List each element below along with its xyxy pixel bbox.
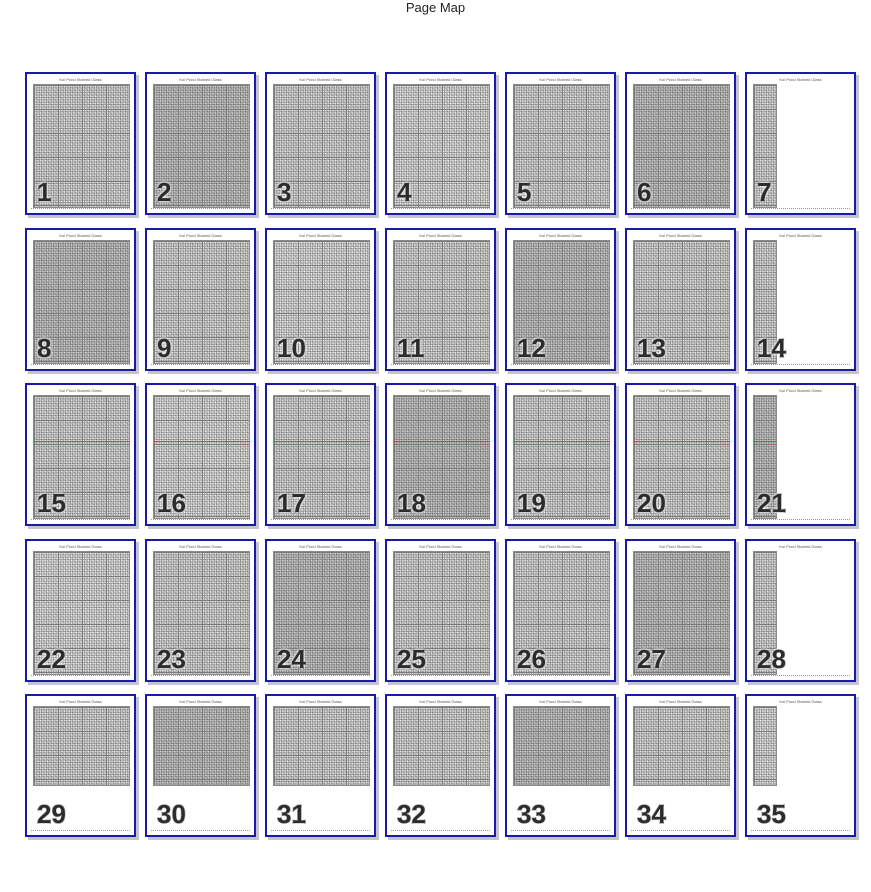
chart-thumbnail <box>153 706 250 786</box>
page-number: 32 <box>397 799 426 829</box>
page-number: 9 <box>157 333 172 363</box>
page-tile-footer <box>391 830 490 833</box>
page-tile-header: Koi Pond Stained Glass <box>659 388 702 393</box>
page-tile-header: Koi Pond Stained Glass <box>539 77 582 82</box>
center-line <box>514 441 609 442</box>
page-tile-header: Koi Pond Stained Glass <box>179 388 222 393</box>
page-number: 8 <box>37 333 52 363</box>
page-tile-footer <box>511 519 610 522</box>
page-tile-9[interactable] <box>145 228 256 371</box>
page-tile-header: Koi Pond Stained Glass <box>779 388 822 393</box>
page-number: 4 <box>397 177 412 207</box>
page-tile-footer <box>31 208 130 211</box>
page-tile-footer <box>751 208 850 211</box>
page-tile-31[interactable] <box>265 694 376 837</box>
page-tile-footer <box>31 364 130 367</box>
page-tile-8[interactable] <box>25 228 136 371</box>
page-tile-14[interactable] <box>745 228 856 371</box>
center-line <box>394 441 489 442</box>
page-number: 31 <box>277 799 306 829</box>
page-number: 16 <box>157 488 186 518</box>
page-tile-13[interactable] <box>625 228 736 371</box>
page-number: 15 <box>37 488 66 518</box>
page-number: 12 <box>517 333 546 363</box>
page-tile-header: Koi Pond Stained Glass <box>779 233 822 238</box>
page-tile-header: Koi Pond Stained Glass <box>179 233 222 238</box>
page-tile-footer <box>751 519 850 522</box>
chart-thumbnail <box>753 706 777 786</box>
page-tile-1[interactable] <box>25 72 136 215</box>
page-tile-11[interactable] <box>385 228 496 371</box>
page-tile-17[interactable] <box>265 383 376 526</box>
page-tile-footer <box>391 364 490 367</box>
page-tile-footer <box>151 364 250 367</box>
page-number: 25 <box>397 644 426 674</box>
page-tile-header: Koi Pond Stained Glass <box>59 699 102 704</box>
page-tile-footer <box>511 364 610 367</box>
page-tile-6[interactable] <box>625 72 736 215</box>
page-number: 11 <box>397 333 425 363</box>
page-tile-header: Koi Pond Stained Glass <box>299 77 342 82</box>
page-tile-footer <box>151 675 250 678</box>
page-tile-header: Koi Pond Stained Glass <box>779 77 822 82</box>
page-tile-footer <box>751 364 850 367</box>
page-tile-26[interactable] <box>505 539 616 682</box>
page-tile-32[interactable] <box>385 694 496 837</box>
page-tile-header: Koi Pond Stained Glass <box>539 233 582 238</box>
page-tile-header: Koi Pond Stained Glass <box>539 699 582 704</box>
page-tile-29[interactable] <box>25 694 136 837</box>
page-number: 20 <box>637 488 666 518</box>
page-tile-footer <box>511 208 610 211</box>
page-tile-footer <box>151 830 250 833</box>
page-number: 3 <box>277 177 292 207</box>
page-title: Page Map <box>405 0 466 15</box>
page-tile-footer <box>31 675 130 678</box>
page-tile-header: Koi Pond Stained Glass <box>419 77 462 82</box>
page-tile-4[interactable] <box>385 72 496 215</box>
page-tile-3[interactable] <box>265 72 376 215</box>
page-tile-header: Koi Pond Stained Glass <box>779 544 822 549</box>
page-tile-footer <box>631 519 730 522</box>
page-tile-footer <box>631 675 730 678</box>
page-tile-header: Koi Pond Stained Glass <box>299 699 342 704</box>
page-number: 33 <box>517 799 546 829</box>
page-tile-footer <box>391 208 490 211</box>
center-line <box>154 441 249 442</box>
page-tile-footer <box>631 830 730 833</box>
page-tile-header: Koi Pond Stained Glass <box>539 388 582 393</box>
page-number: 19 <box>517 488 546 518</box>
page-tile-footer <box>271 364 370 367</box>
page-tile-25[interactable] <box>385 539 496 682</box>
page-tile-22[interactable] <box>25 539 136 682</box>
page-tile-footer <box>271 208 370 211</box>
page-number: 22 <box>37 644 66 674</box>
page-number: 1 <box>37 177 52 207</box>
page-tile-header: Koi Pond Stained Glass <box>59 544 102 549</box>
page-tile-21[interactable] <box>745 383 856 526</box>
page-tile-34[interactable] <box>625 694 736 837</box>
page-tile-28[interactable] <box>745 539 856 682</box>
page-tile-16[interactable] <box>145 383 256 526</box>
page-tile-33[interactable] <box>505 694 616 837</box>
page-tile-footer <box>391 675 490 678</box>
page-tile-20[interactable] <box>625 383 736 526</box>
page-tile-footer <box>391 519 490 522</box>
page-number: 34 <box>637 799 666 829</box>
page-tile-header: Koi Pond Stained Glass <box>419 233 462 238</box>
page-number: 5 <box>517 177 532 207</box>
page-tile-header: Koi Pond Stained Glass <box>59 233 102 238</box>
page-number: 6 <box>637 177 652 207</box>
page-tile-15[interactable] <box>25 383 136 526</box>
page-tile-footer <box>631 208 730 211</box>
page-tile-10[interactable] <box>265 228 376 371</box>
page-tile-19[interactable] <box>505 383 616 526</box>
page-number: 21 <box>757 488 786 518</box>
page-tile-18[interactable] <box>385 383 496 526</box>
page-number: 17 <box>277 488 306 518</box>
page-tile-footer <box>151 208 250 211</box>
page-tile-header: Koi Pond Stained Glass <box>299 388 342 393</box>
page-tile-footer <box>271 675 370 678</box>
page-tile-header: Koi Pond Stained Glass <box>659 699 702 704</box>
page-number: 7 <box>757 177 772 207</box>
page-tile-footer <box>271 519 370 522</box>
page-tile-footer <box>751 675 850 678</box>
page-tile-header: Koi Pond Stained Glass <box>59 388 102 393</box>
center-line <box>274 441 369 442</box>
page-tile-24[interactable] <box>265 539 376 682</box>
page-tile-35[interactable] <box>745 694 856 837</box>
page-tile-header: Koi Pond Stained Glass <box>779 699 822 704</box>
page-tile-header: Koi Pond Stained Glass <box>179 699 222 704</box>
page-tile-5[interactable] <box>505 72 616 215</box>
page-tile-header: Koi Pond Stained Glass <box>539 544 582 549</box>
page-number: 10 <box>277 333 306 363</box>
page-number: 27 <box>637 644 666 674</box>
page-tile-header: Koi Pond Stained Glass <box>659 544 702 549</box>
center-line <box>634 441 729 442</box>
page-number: 26 <box>517 644 546 674</box>
page-number: 29 <box>37 799 66 829</box>
page-tile-footer <box>31 830 130 833</box>
page-tile-header: Koi Pond Stained Glass <box>419 699 462 704</box>
chart-thumbnail <box>633 706 730 786</box>
chart-thumbnail <box>33 706 130 786</box>
page-tile-header: Koi Pond Stained Glass <box>179 544 222 549</box>
page-number: 35 <box>757 799 786 829</box>
page-number: 14 <box>757 333 786 363</box>
page-number: 28 <box>757 644 786 674</box>
page-number: 30 <box>157 799 186 829</box>
page-number: 24 <box>277 644 306 674</box>
page-tile-footer <box>751 830 850 833</box>
page-number: 2 <box>157 177 172 207</box>
page-tile-header: Koi Pond Stained Glass <box>299 233 342 238</box>
center-line <box>754 441 776 442</box>
page-tile-2[interactable] <box>145 72 256 215</box>
page-tile-header: Koi Pond Stained Glass <box>419 388 462 393</box>
page-tile-header: Koi Pond Stained Glass <box>179 77 222 82</box>
page-tile-12[interactable] <box>505 228 616 371</box>
page-tile-footer <box>151 519 250 522</box>
page-tile-header: Koi Pond Stained Glass <box>419 544 462 549</box>
page-tile-23[interactable] <box>145 539 256 682</box>
page-tile-30[interactable] <box>145 694 256 837</box>
page-tile-header: Koi Pond Stained Glass <box>659 233 702 238</box>
page-number: 13 <box>637 333 666 363</box>
chart-thumbnail <box>513 706 610 786</box>
page-number: 18 <box>397 488 426 518</box>
page-tile-header: Koi Pond Stained Glass <box>299 544 342 549</box>
page-tile-footer <box>511 830 610 833</box>
center-line <box>34 441 129 442</box>
page-tile-header: Koi Pond Stained Glass <box>659 77 702 82</box>
page-tile-header: Koi Pond Stained Glass <box>59 77 102 82</box>
page-tile-footer <box>31 519 130 522</box>
chart-thumbnail <box>393 706 490 786</box>
page-tile-footer <box>271 830 370 833</box>
page-tile-27[interactable] <box>625 539 736 682</box>
page-number: 23 <box>157 644 186 674</box>
page-tile-footer <box>631 364 730 367</box>
page-tile-footer <box>511 675 610 678</box>
page-tile-7[interactable] <box>745 72 856 215</box>
chart-thumbnail <box>273 706 370 786</box>
